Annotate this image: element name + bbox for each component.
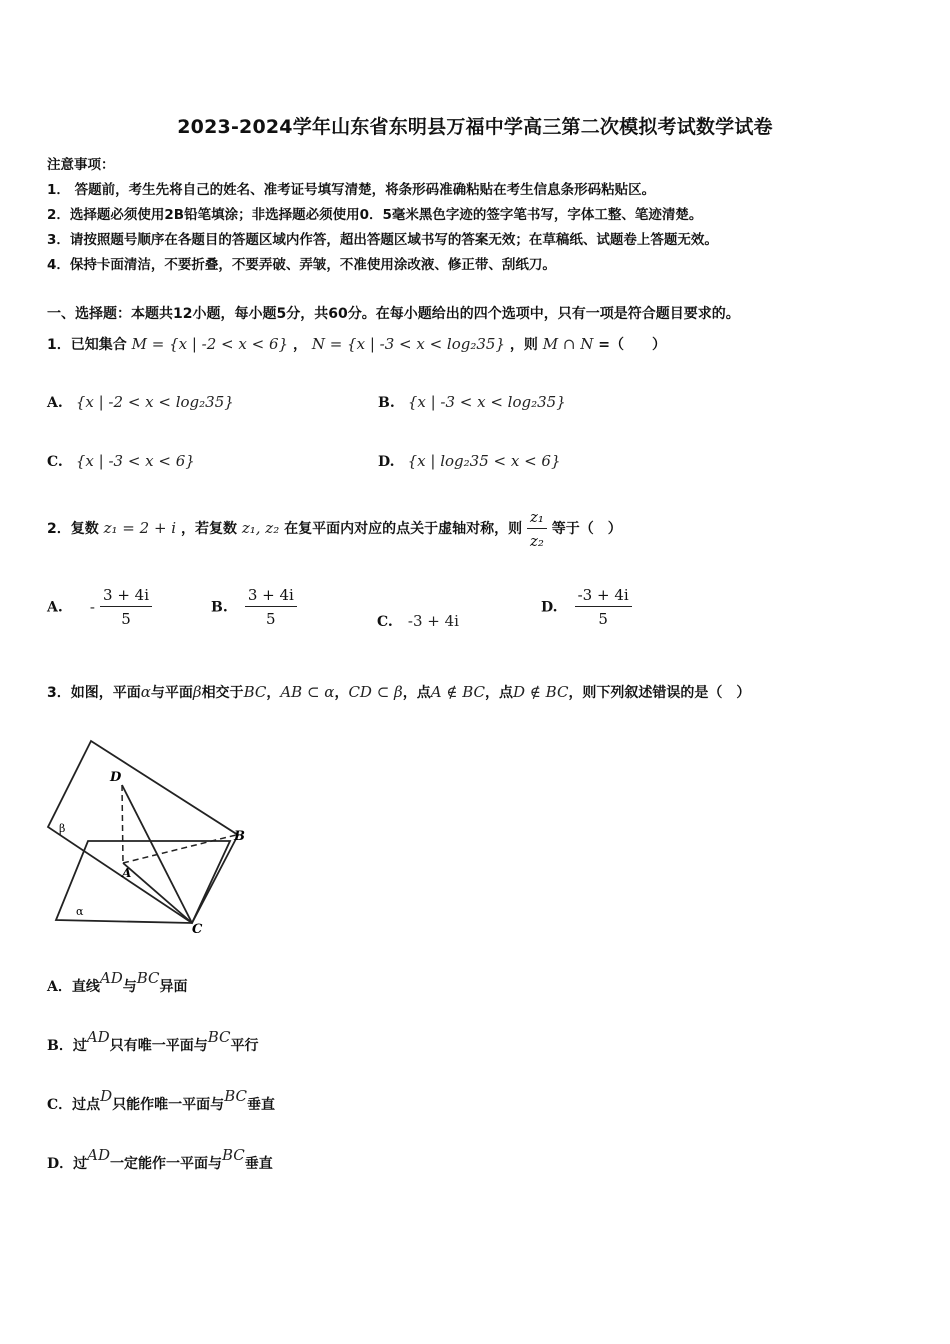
q3-option-a-label: A． <box>47 979 72 995</box>
q3-option-b-text-3: 平行 <box>230 1038 259 1054</box>
q3-beta: β <box>192 683 202 701</box>
plane-beta <box>48 741 238 923</box>
label-beta: β <box>59 822 66 835</box>
q2-mid: ，若复数 <box>180 521 237 537</box>
q2-option-d-label: D. <box>541 599 558 616</box>
q2-z1-def: z₁ = 2 + i <box>103 519 177 537</box>
q3-option-c-label: C． <box>47 1097 73 1113</box>
q3-option-d-text-1: 过 <box>73 1156 88 1172</box>
notes-heading: 注意事项： <box>47 157 115 173</box>
q3-option-b[interactable] <box>47 1028 259 1055</box>
notes-item-4: 4．保持卡面清洁，不要折叠，不要弄破、弄皱，不准使用涂改液、修正带、刮纸刀。 <box>47 257 556 273</box>
q2-fraction <box>527 508 547 550</box>
q3-option-a-ad: AD <box>99 969 123 987</box>
q1-set-m: M = {x | -2 < x < 6} <box>131 335 289 353</box>
q3-d-notin: D ∉ BC <box>512 683 569 701</box>
q3-option-a-text-3: 异面 <box>159 979 188 995</box>
q1-option-b-label: B. <box>378 395 395 411</box>
q3-option-d[interactable] <box>47 1146 273 1173</box>
question-1 <box>47 334 666 354</box>
notes-item-2: 2．选择题必须使用2B铅笔填涂；非选择题必须使用0．5毫米黑色字迹的签字笔书写，字体工整、笔迹清楚。 <box>47 207 703 223</box>
q2-option-b[interactable] <box>211 586 297 628</box>
q2-option-d[interactable] <box>541 586 632 628</box>
q3-option-d-text-3: 垂直 <box>244 1156 273 1172</box>
q1-option-c-text: {x | -3 < x < 6} <box>75 452 195 470</box>
q1-prefix: 1．已知集合 <box>47 337 127 353</box>
q2-option-d-frac <box>575 586 632 628</box>
q3-option-d-label: D． <box>47 1156 74 1172</box>
q3-option-b-text-2: 只有唯一平面与 <box>109 1038 208 1054</box>
q3-option-a-text-1: 直线 <box>71 979 100 995</box>
q3-option-b-text-1: 过 <box>72 1038 87 1054</box>
q2-option-a-num: 3 + 4i <box>100 586 152 607</box>
segment-ac <box>123 863 192 923</box>
section-heading: 一、选择题：本题共12小题，每小题5分，共60分。在每小题给出的四个选项中，只有一项是符合题目要求的。 <box>47 306 740 322</box>
q3-option-a-text-2: 与 <box>122 979 137 995</box>
q1-then: ，则 <box>509 337 538 353</box>
q1-option-d-label: D. <box>378 454 395 470</box>
q2-z-pair: z₁, z₂ <box>241 519 280 537</box>
q1-blank: =（ ） <box>598 337 666 353</box>
q3-alpha: α <box>140 683 151 701</box>
q2-option-c[interactable] <box>377 611 459 630</box>
q3-option-d-ad: AD <box>87 1146 110 1164</box>
q1-option-d[interactable] <box>378 451 561 470</box>
q2-option-b-label: B. <box>211 599 228 616</box>
q2-option-c-text: -3 + 4i <box>407 612 459 630</box>
q1-option-a[interactable] <box>47 392 234 411</box>
segment-da <box>122 785 123 863</box>
label-b: B <box>234 829 245 844</box>
q2-option-d-num: -3 + 4i <box>575 586 632 607</box>
q1-option-d-text: {x | log₂35 < x < 6} <box>407 452 561 470</box>
q3-text-6: ，则下列叙述错误的是（ ） <box>568 685 751 701</box>
q2-fraction-num: z₁ <box>527 508 547 529</box>
geometry-figure <box>40 735 260 940</box>
q3-a-notin: A ∉ BC <box>430 683 485 701</box>
q3-option-b-ad: AD <box>86 1028 110 1046</box>
q1-option-b-text: {x | -3 < x < log₂35} <box>407 393 566 411</box>
q2-mid2: 在复平面内对应的点关于虚轴对称，则 <box>284 521 523 537</box>
q3-text-5: ，点 <box>484 685 513 701</box>
q1-option-a-text: {x | -2 < x < log₂35} <box>75 393 234 411</box>
label-d: D <box>110 770 122 785</box>
q3-ab-subset: AB ⊂ α <box>280 683 335 701</box>
q3-text-4: ，点 <box>402 685 431 701</box>
q1-option-b[interactable] <box>378 392 566 411</box>
q3-option-a-bc: BC <box>136 969 160 987</box>
q2-option-a-den: 5 <box>121 610 131 628</box>
q3-text-1: 3．如图，平面 <box>47 685 141 701</box>
q1-option-c-label: C. <box>47 454 63 470</box>
question-3 <box>47 682 750 702</box>
q2-option-a-label: A. <box>47 599 63 616</box>
q3-comma-2: ， <box>334 685 349 701</box>
q3-option-a[interactable] <box>47 969 188 996</box>
q3-option-b-label: B． <box>47 1038 73 1054</box>
q2-option-a-sign: - <box>89 597 95 616</box>
segment-ab <box>123 835 236 863</box>
question-2 <box>47 508 622 550</box>
q3-option-c-text-2: 只能作唯一平面与 <box>112 1097 225 1113</box>
q3-option-c-d: D <box>100 1087 113 1105</box>
q2-option-a-frac <box>100 586 152 628</box>
label-a: A <box>122 866 132 880</box>
q1-option-c[interactable] <box>47 451 195 470</box>
q3-option-c-text-3: 垂直 <box>246 1097 275 1113</box>
q2-prefix: 2．复数 <box>47 521 99 537</box>
q3-option-c[interactable] <box>47 1087 275 1114</box>
page-title: 2023-2024学年山东省东明县万福中学高三第二次模拟考试数学试卷 <box>177 116 773 138</box>
q2-fraction-den: z₂ <box>529 532 544 550</box>
q3-option-b-bc: BC <box>207 1028 231 1046</box>
q1-option-a-label: A. <box>47 395 63 411</box>
q2-option-d-den: 5 <box>598 610 608 628</box>
q1-set-n: N = {x | -3 < x < log₂35} <box>311 335 505 353</box>
label-alpha: α <box>76 905 84 918</box>
q3-option-d-bc: BC <box>222 1146 245 1164</box>
q2-option-b-den: 5 <box>266 610 276 628</box>
q3-option-c-bc: BC <box>224 1087 247 1105</box>
q3-comma-1: ， <box>266 685 281 701</box>
q3-bc: BC <box>243 683 267 701</box>
q2-option-b-frac <box>245 586 297 628</box>
q2-option-b-num: 3 + 4i <box>245 586 297 607</box>
q2-option-c-label: C. <box>377 614 393 630</box>
q2-suffix: 等于（ ） <box>551 521 622 537</box>
q3-text-2: 与平面 <box>150 685 193 701</box>
q2-option-a[interactable] <box>47 586 152 628</box>
notes-item-1: 1． 答题前，考生先将自己的姓名、准考证号填写清楚，将条形码准确粘贴在考生信息条形码粘贴区。 <box>47 182 656 198</box>
q3-text-3: 相交于 <box>201 685 244 701</box>
q1-expr: M ∩ N <box>542 335 594 353</box>
q1-comma: ， <box>292 337 307 353</box>
q3-option-d-text-2: 一定能作一平面与 <box>110 1156 222 1172</box>
q3-cd-subset: CD ⊂ β <box>348 683 403 701</box>
notes-item-3: 3．请按照题号顺序在各题目的答题区域内作答，超出答题区域书写的答案无效；在草稿纸、试题卷上答题无效。 <box>47 232 718 248</box>
label-c: C <box>192 922 203 937</box>
q3-option-c-text-1: 过点 <box>72 1097 101 1113</box>
